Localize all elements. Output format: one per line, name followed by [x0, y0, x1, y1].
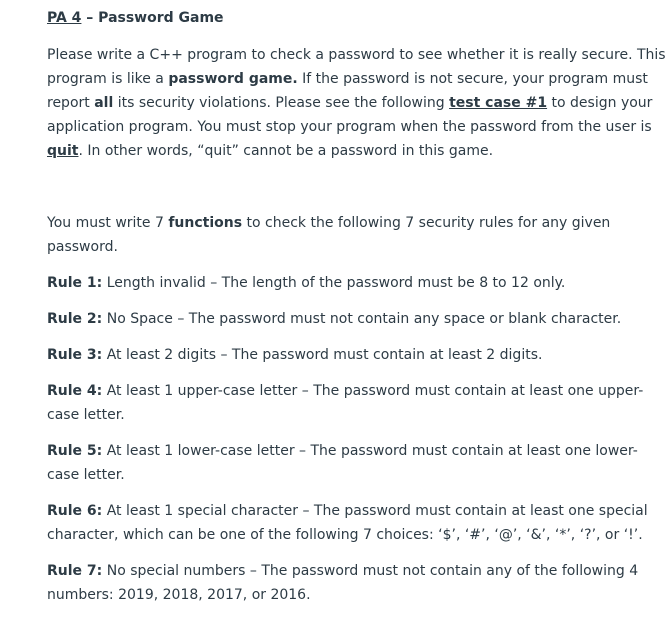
intro-text-1: Please write a C++ program to check a password to see whether it is really secure. This program is like a	[47, 47, 666, 87]
intro-text-2: If the password is not secure, your program must report	[47, 71, 648, 111]
rule-text: No special numbers – The password must not contain any of the following 4 numbers: 2019, 2018, 2017, or 2016.	[47, 563, 639, 603]
rule-text: No Space – The password must not contain any space or blank character.	[102, 311, 622, 327]
rule-label: Rule 3:	[47, 347, 103, 363]
intro-text-3: its security violations. Please see the following	[113, 95, 450, 111]
rule-6	[47, 499, 669, 547]
functions-paragraph	[47, 211, 669, 259]
rule-label: Rule 5:	[47, 443, 103, 459]
rule-5	[47, 439, 669, 487]
functions-bold: functions	[168, 215, 243, 231]
rule-label: Rule 1:	[47, 275, 103, 291]
rule-text: At least 1 upper-case letter – The password must contain at least one upper-case letter.	[47, 383, 644, 423]
functions-text-1: You must write 7	[47, 215, 169, 231]
rule-label: Rule 6:	[47, 503, 103, 519]
rule-3	[47, 343, 669, 367]
rule-label: Rule 4:	[47, 383, 103, 399]
intro-text-5: . In other words, “quit” cannot be a password in this game.	[78, 143, 494, 159]
assignment-code: PA 4	[47, 10, 82, 26]
rule-4	[47, 379, 669, 427]
intro-quit-keyword: quit	[47, 143, 79, 159]
intro-text-4: to design your application program. You must stop your program when the password from the user is	[47, 95, 653, 135]
rule-label: Rule 7:	[47, 563, 103, 579]
intro-test-case-ref: test case #1	[449, 95, 548, 111]
rule-7	[47, 559, 669, 607]
rule-1	[47, 271, 669, 295]
rule-label: Rule 2:	[47, 311, 103, 327]
intro-bold-password-game: password game.	[168, 71, 298, 87]
rule-text: At least 1 special character – The password must contain at least one special character, which can be one of the following 7 choices: ‘$’, ‘#’, ‘@’, ‘&’, ‘*’, ‘?’, or ‘!’.	[47, 503, 648, 543]
assignment-title: – Password Game	[81, 10, 224, 26]
rule-text: At least 1 lower-case letter – The password must contain at least one lower-case letter.	[47, 443, 638, 483]
rule-text: Length invalid – The length of the password must be 8 to 12 only.	[102, 275, 566, 291]
rule-2	[47, 307, 669, 331]
intro-bold-all: all	[94, 95, 114, 111]
rule-text: At least 2 digits – The password must contain at least 2 digits.	[102, 347, 543, 363]
intro-paragraph	[47, 43, 669, 163]
functions-text-2: to check the following 7 security rules for any given password.	[47, 215, 611, 255]
page-title	[47, 7, 224, 29]
